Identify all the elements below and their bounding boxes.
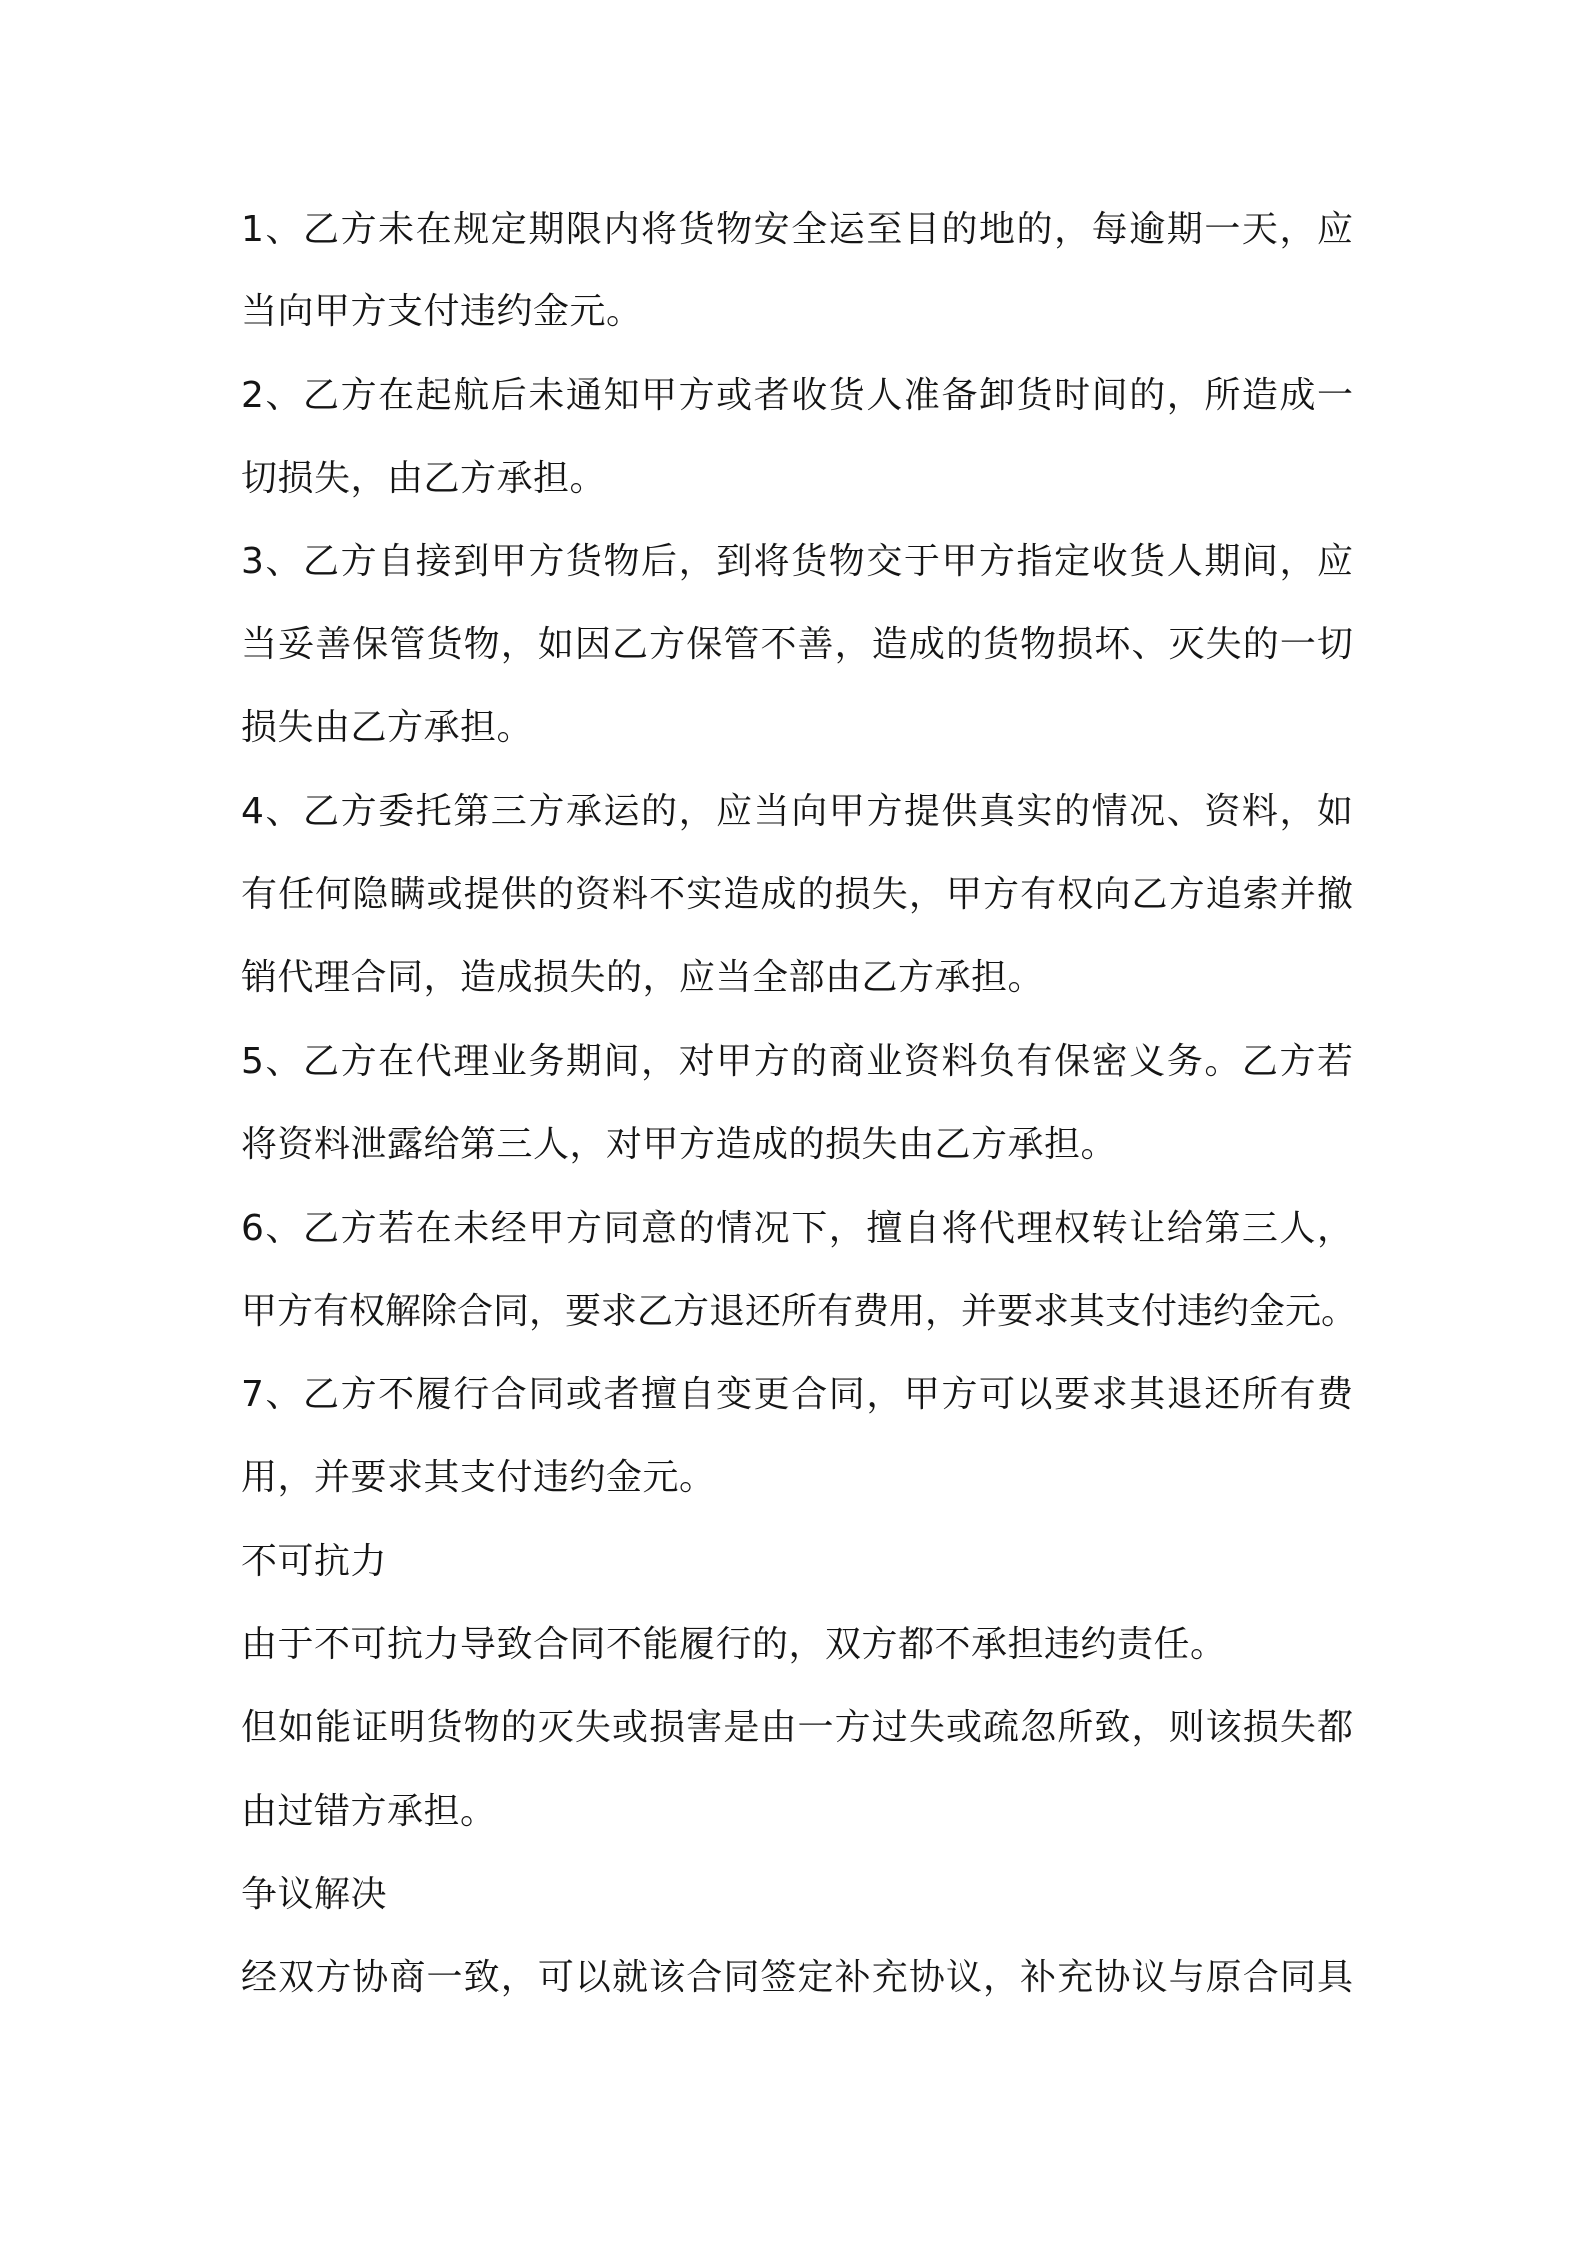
clause-4-line-1: 4、乙方委托第三方承运的，应当向甲方提供真实的情况、资料，如 bbox=[241, 791, 1353, 832]
clause-6-line-1: 6、乙方若在未经甲方同意的情况下，擅自将代理权转让给第三人， bbox=[241, 1208, 1353, 1249]
clause-4-line-3: 销代理合同，造成损失的，应当全部由乙方承担。 bbox=[241, 957, 1045, 998]
section-heading-dispute-resolution: 争议解决 bbox=[241, 1874, 388, 1915]
clause-2-line-2: 切损失，由乙方承担。 bbox=[241, 458, 607, 499]
force-majeure-line-1: 由于不可抗力导致合同不能履行的，双方都不承担违约责任。 bbox=[241, 1624, 1227, 1665]
clause-1-line-1: 1、乙方未在规定期限内将货物安全运至目的地的，每逾期一天，应 bbox=[241, 209, 1353, 250]
clause-3-line-1: 3、乙方自接到甲方货物后，到将货物交于甲方指定收货人期间，应 bbox=[241, 541, 1353, 582]
clause-1-line-2: 当向甲方支付违约金元。 bbox=[241, 291, 643, 332]
clause-5-line-1: 5、乙方在代理业务期间，对甲方的商业资料负有保密义务。乙方若 bbox=[241, 1041, 1353, 1082]
section-heading-force-majeure: 不可抗力 bbox=[241, 1541, 388, 1582]
force-majeure-line-2: 但如能证明货物的灭失或损害是由一方过失或疏忽所致，则该损失都 bbox=[241, 1707, 1353, 1748]
clause-7-line-2: 用，并要求其支付违约金元。 bbox=[241, 1457, 716, 1498]
clause-5-line-2: 将资料泄露给第三人，对甲方造成的损失由乙方承担。 bbox=[241, 1124, 1118, 1165]
clause-3-line-3: 损失由乙方承担。 bbox=[241, 707, 534, 748]
clause-6-line-2: 甲方有权解除合同，要求乙方退还所有费用，并要求其支付违约金元。 bbox=[241, 1291, 1358, 1332]
clause-4-line-2: 有任何隐瞒或提供的资料不实造成的损失，甲方有权向乙方追索并撤 bbox=[241, 874, 1353, 915]
dispute-resolution-line-1: 经双方协商一致，可以就该合同签定补充协议，补充协议与原合同具 bbox=[241, 1957, 1353, 1998]
clause-7-line-1: 7、乙方不履行合同或者擅自变更合同，甲方可以要求其退还所有费 bbox=[241, 1374, 1353, 1415]
clause-3-line-2: 当妥善保管货物，如因乙方保管不善，造成的货物损坏、灭失的一切 bbox=[241, 624, 1353, 665]
clause-2-line-1: 2、乙方在起航后未通知甲方或者收货人准备卸货时间的，所造成一 bbox=[241, 375, 1353, 416]
force-majeure-line-3: 由过错方承担。 bbox=[241, 1791, 497, 1832]
